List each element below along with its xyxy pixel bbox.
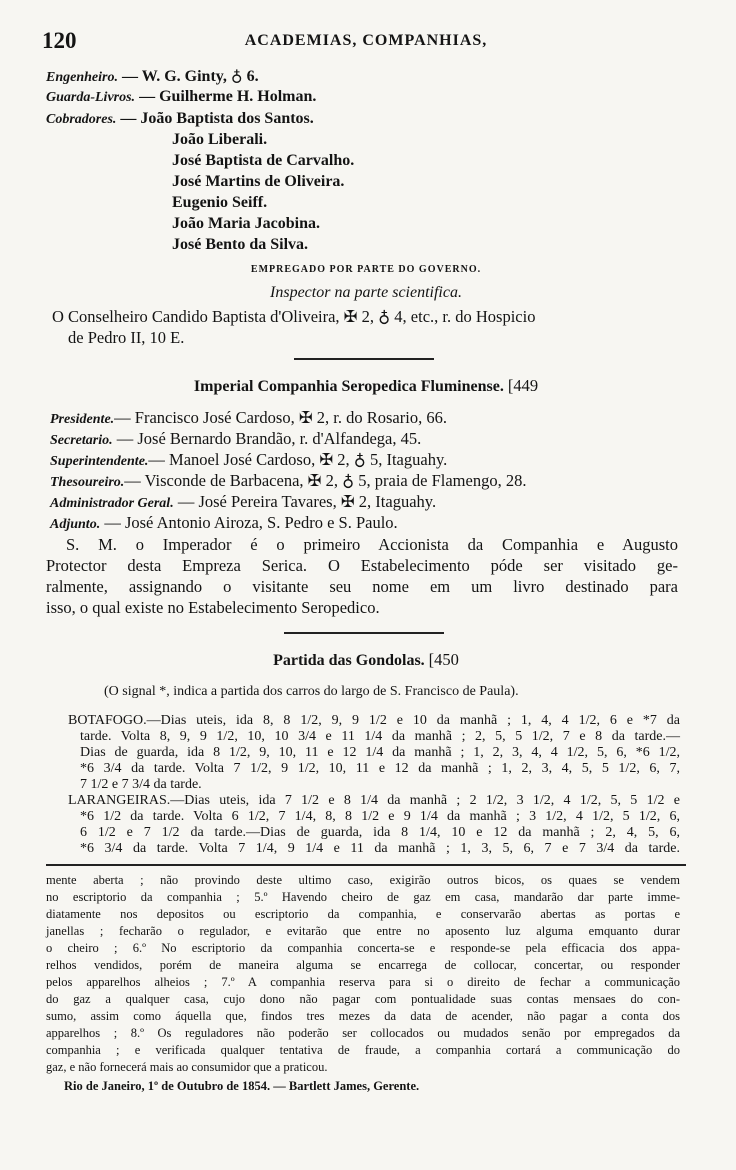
footnote-line: o cheiro ; 6.º No escriptorio da companhia concerta-se e responde-se pela efficacia dos appa- xyxy=(46,941,680,955)
footnote-line: sumo, assim como áquella que, findos tres mezes da data de acender, não pagar a conta dos xyxy=(46,1009,680,1023)
staff-name: José Bento da Silva. xyxy=(172,236,309,253)
schedule-line: tarde. Volta 8, 9, 9 1/2, 10, 10 3/4 e 11 1/4 da manhã ; 2, 5, 5 1/2, 7 e 8 da tarde.— xyxy=(80,729,680,744)
schedule-line: 7 1/2 e 7 3/4 da tarde. xyxy=(80,777,202,792)
schedule-line: *6 3/4 da tarde. Volta 7 1/4, 9 1/4 e 11 da manhã ; 1, 3, 5, 6, 7 e 7 3/4 da tarde. xyxy=(80,841,680,856)
seropedica-title: Imperial Companhia Seropedica Fluminense. xyxy=(193,378,504,395)
paragraph-line: S. M. o Imperador é o primeiro Accionista da Companhia e Augusto xyxy=(66,535,678,554)
schedule-line: BOTAFOGO.—Dias uteis, ida 8, 8 1/2, 9, 9 1/2 e 10 da manhã ; 1, 4, 4 1/2, 6 e *7 da xyxy=(68,713,680,728)
footnote-rule xyxy=(46,864,686,866)
staff-role: Guarda-Livros. xyxy=(46,90,136,105)
footnote-signature: Rio de Janeiro, 1º de Outubro de 1854. — Bartlett James, Gerente. xyxy=(64,1079,420,1093)
schedule-line: Dias de guarda, ida 8 1/2, 9, 10, 11 e 12 1/4 da manhã ; 1, 2, 3, 4, 4 1/2, 5, 6, *6 1/2, xyxy=(80,745,680,760)
governo-subheading: Inspector na parte scientifica. xyxy=(270,284,462,301)
footnote-line: mente aberta ; não provindo deste ultimo caso, exigirão outros bicos, os quaes se vendem xyxy=(46,873,680,887)
footnote-line: companhia ; e verificada qualquer tentativa de fraude, a companhia cortará a communicação do xyxy=(46,1043,680,1057)
footnote-line: apparelhos ; 8.º Os reguladores não poderão ser collocados ou mudados senão por empregados da xyxy=(46,1026,680,1040)
staff-name: João Maria Jacobina. xyxy=(172,215,320,232)
gondolas-note: (O signal *, indica a partida dos carros do largo de S. Francisco de Paula). xyxy=(104,684,519,699)
footnote-line: relhos vendidos, porém de maneira alguma se encarrega de collocar, concertar, ou responder xyxy=(46,958,680,972)
officer-line: Administrador Geral. — José Pereira Tavares, ✠ 2, Itaguahy. xyxy=(50,492,437,511)
staff-name: João Baptista dos Santos. xyxy=(140,110,314,127)
schedule-line: LARANGEIRAS.—Dias uteis, ida 7 1/2 e 8 1/4 da manhã ; 2 1/2, 3 1/2, 4 1/2, 5, 5 1/2 e xyxy=(68,793,680,808)
footnote-line: do gaz a qualquer casa, cujo dono não pagar com pontualidade suas contas mensaes do con- xyxy=(46,992,680,1006)
footnote-line: gaz, e não fornecerá mais ao consumidor que a praticou. xyxy=(46,1060,328,1074)
schedule-line: *6 3/4 da tarde. Volta 7 1/2, 9 1/2, 10, 11 e 12 da manhã ; 1, 2, 3, 4, 5, 5 1/2, 6, 7, xyxy=(80,761,680,776)
staff-guarda-livros: Guarda-Livros. — Guilherme H. Holman. xyxy=(46,88,317,105)
staff-engenheiro: Engenheiro. — W. G. Ginty, ♁ 6. xyxy=(46,68,259,85)
staff-role: Engenheiro. xyxy=(46,70,118,85)
governo-heading: EMPREGADO POR PARTE DO GOVERNO. xyxy=(250,264,482,275)
running-title: ACADEMIAS, COMPANHIAS, xyxy=(244,32,488,49)
section-divider xyxy=(294,358,434,360)
staff-name: Guilherme H. Holman. xyxy=(159,88,317,105)
staff-name: Eugenio Seiff. xyxy=(172,194,268,211)
governo-line: O Conselheiro Candido Baptista d'Oliveira, ✠ 2, ♁ 4, etc., r. do Hospicio xyxy=(52,307,536,326)
gondolas-title-row xyxy=(46,650,686,670)
page-number: 120 xyxy=(42,28,77,53)
officer-line: Adjunto. — José Antonio Airoza, S. Pedro e S. Paulo. xyxy=(50,513,398,532)
officer-line: Thesoureiro.— Visconde de Barbacena, ✠ 2, ♁ 5, praia de Flamengo, 28. xyxy=(50,471,527,490)
gondolas-title: Partida das Gondolas. xyxy=(273,652,425,669)
staff-name: W. G. Ginty, ♁ 6. xyxy=(141,68,259,85)
footnote-line: no escriptorio da companhia ; 5.º Havendo cheiro de gaz em casa, mandarão dar parte imme- xyxy=(46,890,680,904)
seropedica-title-row xyxy=(46,376,686,396)
footnote-line: janellas ; fecharão o regulador, e evitarão que entre no aposento luz alguma emquanto durar xyxy=(46,924,680,938)
officer-line: Superintendente.— Manoel José Cardoso, ✠ 2, ♁ 5, Itaguahy. xyxy=(50,450,448,469)
footnote-line: pelos apparelhos alheios ; 7.º A companhia reserva para si o direito de fechar a communicação xyxy=(46,975,680,989)
section-divider xyxy=(284,632,444,634)
governo-line: de Pedro II, 10 E. xyxy=(68,328,185,347)
running-header xyxy=(42,28,686,54)
staff-name: João Liberali. xyxy=(172,131,268,148)
paragraph-line: isso, o qual existe no Estabelecimento Seropedico. xyxy=(46,598,380,617)
paragraph-line: ralmente, assignando o visitante seu nome em um livro destinado para xyxy=(46,577,678,596)
staff-role: Cobradores. xyxy=(46,112,117,127)
seropedica-number: [449 xyxy=(507,376,539,395)
staff-name: José Martins de Oliveira. xyxy=(172,173,345,190)
schedule-line: *6 1/2 da tarde. Volta 6 1/2, 7 1/4, 8, 8 1/2 e 9 1/4 da manhã ; 3 1/2, 4 1/2, 5 1/2, 6, xyxy=(80,809,680,824)
schedule-line: 6 1/2 e 7 1/2 da tarde.—Dias de guarda, ida 8 1/4, 10 e 12 da manhã ; 2, 4, 5, 6, xyxy=(80,825,680,840)
paragraph-line: Protector desta Empreza Serica. O Estabelecimento póde ser visitado ge- xyxy=(46,556,678,575)
staff-cobradores: Cobradores. — João Baptista dos Santos. xyxy=(46,110,314,127)
footnote-line: diatamente nos depositos ou escriptorio da companhia, e conservarão abertas as portas e xyxy=(46,907,680,921)
gondolas-number: [450 xyxy=(428,650,459,669)
officer-line: Secretario. — José Bernardo Brandão, r. d'Alfandega, 45. xyxy=(50,429,422,448)
staff-name: José Baptista de Carvalho. xyxy=(172,152,355,169)
officer-line: Presidente.— Francisco José Cardoso, ✠ 2, r. do Rosario, 66. xyxy=(50,408,447,427)
